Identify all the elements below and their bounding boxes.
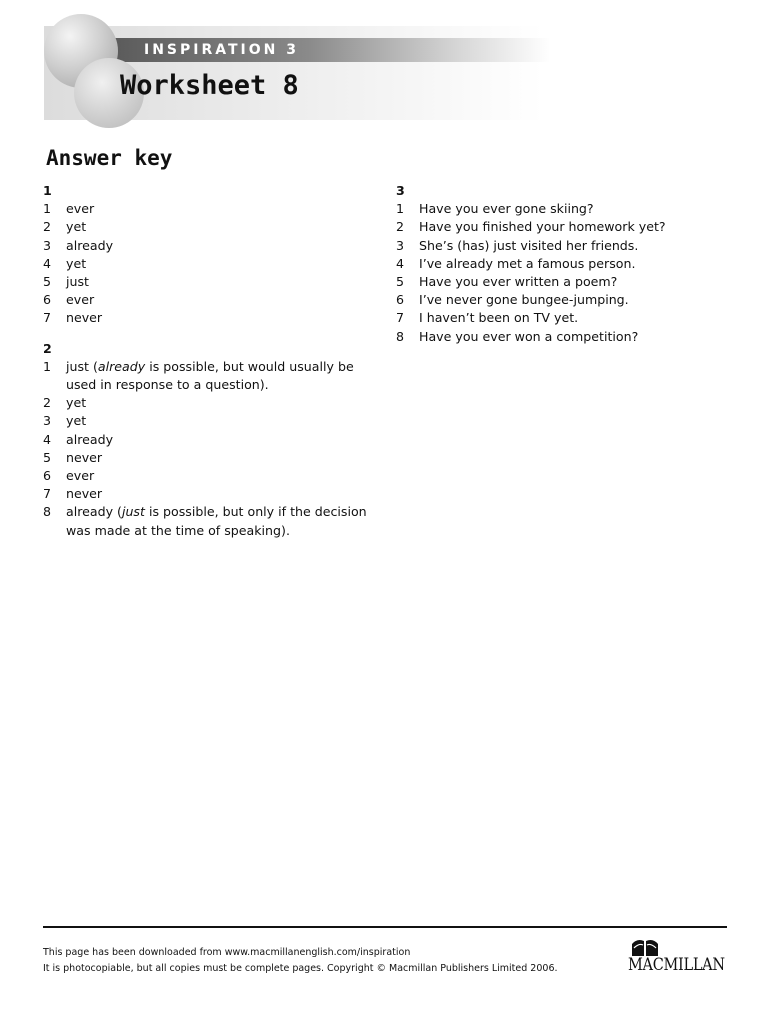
- footer-copyright: It is photocopiable, but all copies must be complete pages. Copyright © Macmillan Publishers Limited 2006.: [43, 963, 558, 974]
- item-answer: Have you ever won a competition?: [419, 328, 639, 344]
- item-answer: yet: [66, 219, 87, 235]
- section-3-list: [396, 200, 726, 346]
- list-item: [43, 237, 373, 255]
- answer-text: already (: [66, 504, 122, 520]
- item-answer: ever: [66, 201, 95, 217]
- list-item: [396, 255, 726, 273]
- section-number: 2: [43, 340, 52, 356]
- right-column: [396, 182, 726, 346]
- item-answer: yet: [66, 395, 87, 411]
- item-number: 7: [43, 310, 52, 326]
- list-item: [396, 200, 726, 218]
- list-item: [43, 412, 373, 430]
- series-label: INSPIRATION 3: [144, 42, 299, 58]
- item-number: 4: [43, 431, 52, 447]
- answer-emphasis: already: [97, 358, 146, 374]
- item-number: 3: [396, 237, 405, 253]
- item-answer: I haven’t been on TV yet.: [419, 310, 579, 326]
- item-answer: [66, 358, 373, 394]
- worksheet-title: Worksheet 8: [120, 70, 299, 101]
- item-answer: [66, 503, 373, 539]
- item-number: 6: [396, 292, 405, 308]
- item-answer: I’ve never gone bungee-jumping.: [419, 292, 629, 308]
- item-answer: yet: [66, 413, 87, 429]
- item-number: 7: [43, 486, 52, 502]
- item-number: 4: [43, 255, 52, 271]
- list-item: [396, 328, 726, 346]
- item-answer: never: [66, 310, 103, 326]
- list-item: [43, 394, 373, 412]
- list-item: [396, 291, 726, 309]
- list-item: [43, 449, 373, 467]
- item-answer: ever: [66, 292, 95, 308]
- answer-key-heading: Answer key: [46, 146, 173, 170]
- list-item: [43, 503, 373, 539]
- answer-text: is possible, but only if the decision was made at the time of speaking).: [66, 504, 367, 538]
- answer-emphasis: just: [121, 504, 145, 520]
- item-answer: I’ve already met a famous person.: [419, 255, 636, 271]
- item-number: 6: [43, 292, 52, 308]
- list-item: [396, 237, 726, 255]
- item-answer: already: [66, 431, 114, 447]
- item-number: 1: [43, 201, 52, 217]
- item-number: 1: [43, 358, 52, 374]
- item-answer: ever: [66, 468, 95, 484]
- item-number: 7: [396, 310, 405, 326]
- footer-rule: [43, 926, 727, 928]
- section-number: 3: [396, 183, 405, 198]
- section-number: 1: [43, 183, 52, 198]
- item-answer: Have you finished your homework yet?: [419, 219, 666, 235]
- item-number: 5: [396, 274, 405, 289]
- item-number: 2: [396, 219, 405, 235]
- list-item: [43, 485, 373, 503]
- list-item: [43, 358, 373, 394]
- item-answer: just: [66, 274, 89, 289]
- answer-text: just (: [66, 358, 98, 374]
- list-item: [43, 431, 373, 449]
- item-answer: already: [66, 237, 114, 253]
- item-number: 5: [43, 274, 52, 289]
- list-item: [43, 309, 373, 327]
- answer-text: is possible, but would usually be used in response to a question).: [66, 358, 354, 392]
- macmillan-logo: [628, 936, 728, 976]
- item-number: 8: [396, 328, 405, 344]
- list-item: [43, 255, 373, 273]
- item-answer: never: [66, 486, 103, 502]
- item-answer: She’s (has) just visited her friends.: [419, 237, 639, 253]
- item-number: 4: [396, 255, 405, 271]
- item-number: 8: [43, 504, 52, 520]
- item-number: 1: [396, 201, 405, 217]
- list-item: [396, 309, 726, 327]
- macmillan-mark-icon: [630, 936, 660, 958]
- item-number: 3: [43, 413, 52, 429]
- item-number: 2: [43, 219, 52, 235]
- left-column: [43, 182, 373, 540]
- list-item: [43, 200, 373, 218]
- item-number: 3: [43, 237, 52, 253]
- section-gap: [43, 328, 373, 340]
- section-2-list: [43, 358, 373, 540]
- item-number: 6: [43, 468, 52, 484]
- list-item: [43, 273, 373, 291]
- item-answer: never: [66, 449, 103, 465]
- logo-wordmark: MACMILLAN: [628, 956, 725, 975]
- footer-download-note: This page has been downloaded from www.macmillanenglish.com/inspiration: [43, 947, 411, 958]
- item-answer: Have you ever gone skiing?: [419, 201, 594, 217]
- item-answer: Have you ever written a poem?: [419, 274, 618, 289]
- list-item: [43, 467, 373, 485]
- item-answer: yet: [66, 255, 87, 271]
- item-number: 5: [43, 449, 52, 465]
- list-item: [43, 291, 373, 309]
- list-item: [396, 218, 726, 236]
- item-number: 2: [43, 395, 52, 411]
- section-1-list: [43, 200, 373, 327]
- list-item: [43, 218, 373, 236]
- list-item: [396, 273, 726, 291]
